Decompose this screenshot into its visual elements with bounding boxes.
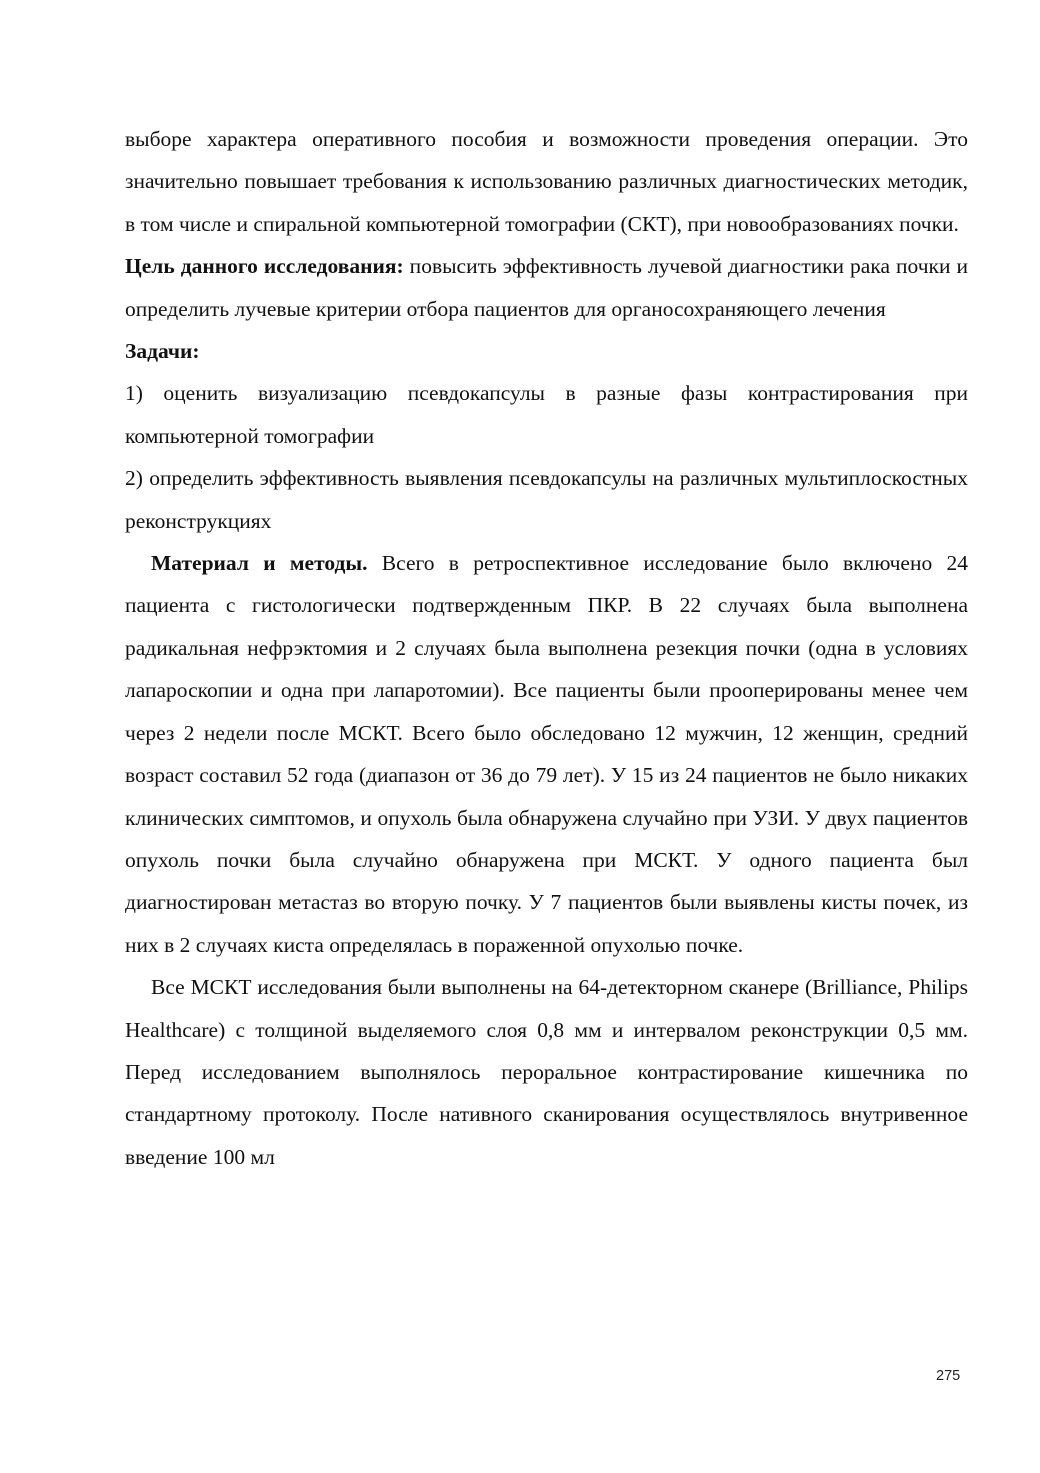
methods-label: Материал и методы. (151, 551, 368, 576)
methods-paragraph (125, 542, 968, 966)
task-item-1: 1) оценить визуализацию псевдокапсулы в разные фазы контрастирования при компьютерной томографии (125, 381, 968, 448)
goal-paragraph (125, 245, 968, 330)
scan-paragraph: Все МСКТ исследования были выполнены на 64-детекторном сканере (Brilliance, Philips Healthcare) с толщиной выделяемого слоя 0,8 мм и интервалом реконструкции 0,5 мм. Перед исследованием выполнялось пероральное контрастирование кишечника по стандартному протоколу. После нативного сканирования осуществлялось внутривенное введение 100 мл (125, 975, 968, 1169)
document-body (125, 118, 968, 1178)
page-number: 275 (936, 1368, 961, 1384)
intro-paragraph: выборе характера оперативного пособия и возможности проведения операции. Это значительно повышает требования к использованию различных диагностических методик, в том числе и спиральной компьютерной томографии (СКТ), при новообразованиях почки. (125, 127, 968, 236)
tasks-heading: Задачи: (125, 339, 200, 364)
task-item-2: 2) определить эффективность выявления псевдокапсулы на различных мультиплоскостных реконструкциях (125, 466, 968, 533)
goal-label: Цель данного исследования: (125, 254, 404, 279)
methods-text: Всего в ретроспективное исследование было включено 24 пациента с гистологически подтвержденным ПКР. В 22 случаях была выполнена радикальная нефрэктомия и 2 случаях была выполнена резекция почки (одна в условиях лапароскопии и одна при лапаротомии). Все пациенты были прооперированы менее чем через 2 недели после МСКТ. Всего было обследовано 12 мужчин, 12 женщин, средний возраст составил 52 года (диапазон от 36 до 79 лет). У 15 из 24 пациентов не было никаких клинических симптомов, и опухоль была обнаружена случайно при УЗИ. У двух пациентов опухоль почки была случайно обнаружена при МСКТ. У одного пациента был диагностирован метастаз во вторую почку. У 7 пациентов были выявлены кисты почек, из них в 2 случаях киста определялась в пораженной опухолью почке. (125, 551, 968, 957)
goal-text: повысить эффективность лучевой диагностики рака почки и определить лучевые критерии отбора пациентов для органосохраняющего лечения (125, 254, 969, 321)
